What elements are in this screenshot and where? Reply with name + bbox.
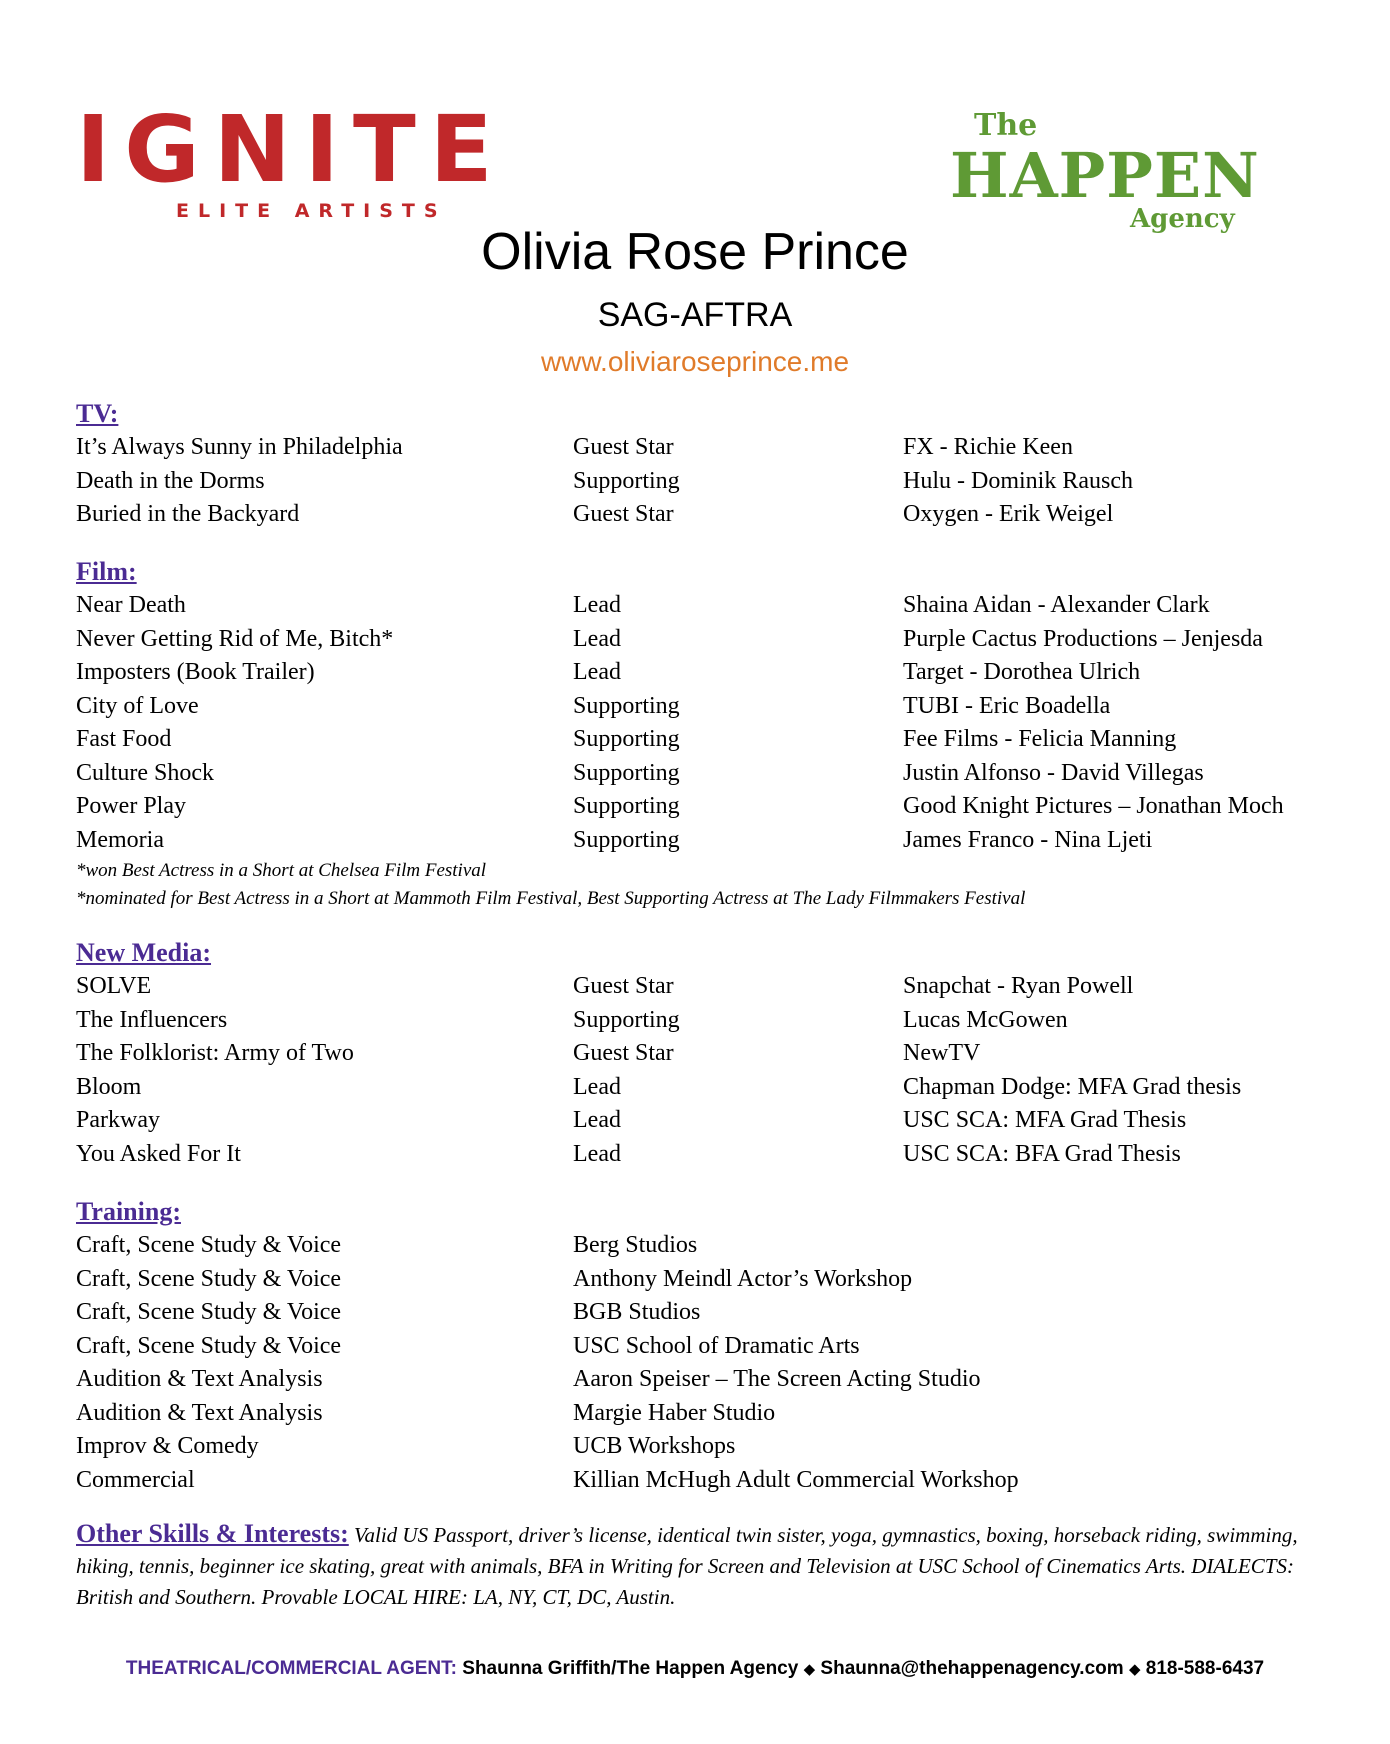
project-title: Parkway: [76, 1107, 160, 1133]
training-row: [76, 1263, 1336, 1297]
credit-row: [76, 790, 1336, 824]
project-title: Death in the Dorms: [76, 467, 265, 494]
production-director: TUBI - Eric Boadella: [903, 692, 1111, 719]
training-school: BGB Studios: [573, 1299, 701, 1325]
platform-director: USC SCA: MFA Grad Thesis: [903, 1107, 1187, 1133]
ignite-logo-wordmark: IGNITE: [76, 96, 507, 203]
agent-label: THEATRICAL/COMMERCIAL AGENT:: [125, 1658, 457, 1679]
happen-agency-logo: [950, 108, 1270, 240]
training-skill: Audition & Text Analysis: [76, 1366, 323, 1392]
diamond-separator-icon: ◆: [803, 1660, 816, 1678]
happen-logo-the: The: [974, 108, 1038, 143]
credit-row: [76, 656, 1336, 690]
credit-row: [76, 1037, 1336, 1071]
training-school: Margie Haber Studio: [573, 1399, 776, 1426]
training-row: [76, 1397, 1336, 1431]
production-director: Justin Alfonso - David Villegas: [903, 759, 1204, 786]
project-title: SOLVE: [76, 973, 152, 999]
credit-row: [76, 824, 1336, 858]
credit-row: [76, 498, 1336, 532]
diamond-separator-icon: ◆: [1128, 1660, 1141, 1678]
happen-logo-wordmark: HAPPEN: [950, 139, 1260, 212]
production-director: Purple Cactus Productions – Jenjesda: [903, 625, 1263, 652]
ignite-logo-subtitle: ELITE ARTISTS: [176, 200, 447, 222]
training-school: Anthony Meindl Actor’s Workshop: [573, 1265, 913, 1292]
training-school: Berg Studios: [573, 1232, 698, 1258]
training-skill: Audition & Text Analysis: [76, 1399, 323, 1426]
role: Supporting: [573, 826, 680, 853]
training-row: [76, 1296, 1336, 1330]
project-title: Imposters (Book Trailer): [76, 659, 315, 685]
role: Supporting: [573, 692, 680, 719]
project-title: Culture Shock: [76, 759, 214, 786]
training-row: [76, 1363, 1336, 1397]
platform-director: USC SCA: BFA Grad Thesis: [903, 1140, 1181, 1167]
film-nomination-note: *nominated for Best Actress in a Short at Mammoth Film Festival, Best Supporting Actress at The Lady Filmmakers Festival: [76, 888, 1026, 909]
credit-row: [76, 1071, 1336, 1105]
project-title: Power Play: [76, 793, 186, 819]
training-row: [76, 1229, 1336, 1263]
credit-row: [76, 465, 1336, 499]
film-heading: Film:: [76, 557, 137, 586]
skills-text: Valid US Passport, driver’s license, identical twin sister, yoga, gymnastics, boxing, horseback riding, swimming, hiking, tennis, beginner ice skating, great with animals, BFA in Writing for Screen and Television at USC School of Cinematics Arts. DIALECTS: British and Southern. Provable LOCAL HIRE: LA, NY, CT, DC, Austin.: [76, 1523, 1298, 1609]
role: Supporting: [573, 726, 680, 752]
agent-email[interactable]: Shaunna@thehappenagency.com: [820, 1658, 1124, 1679]
credit-row: [76, 623, 1336, 657]
training-school: Killian McHugh Adult Commercial Workshop: [573, 1466, 1019, 1493]
credit-row: [76, 723, 1336, 757]
training-skill: Craft, Scene Study & Voice: [76, 1232, 342, 1258]
training-skill: Commercial: [76, 1466, 195, 1493]
training-school: Aaron Speiser – The Screen Acting Studio: [573, 1366, 981, 1392]
role: Lead: [573, 625, 621, 652]
credit-row: [76, 757, 1336, 791]
training-row: [76, 1464, 1336, 1498]
network-director: Oxygen - Erik Weigel: [903, 501, 1114, 527]
project-title: Memoria: [76, 826, 164, 853]
project-title: The Influencers: [76, 1006, 228, 1033]
role: Guest Star: [573, 501, 674, 527]
network-director: Hulu - Dominik Rausch: [903, 467, 1133, 494]
project-title: You Asked For It: [76, 1140, 241, 1167]
film-award-note: *won Best Actress in a Short at Chelsea Film Festival: [76, 860, 487, 881]
film-section: [76, 555, 1336, 913]
role: Supporting: [573, 1006, 680, 1033]
training-row: [76, 1430, 1336, 1464]
training-skill: Craft, Scene Study & Voice: [76, 1299, 342, 1325]
credit-row: [76, 1004, 1336, 1038]
credit-row: [76, 1104, 1336, 1138]
training-heading: Training:: [76, 1197, 181, 1226]
website-link[interactable]: www.oliviaroseprince.me: [540, 346, 850, 377]
training-section: [76, 1195, 1336, 1497]
production-director: James Franco - Nina Ljeti: [903, 826, 1153, 853]
role: Guest Star: [573, 973, 674, 999]
new-media-section: [76, 936, 1336, 1171]
production-director: Target - Dorothea Ulrich: [903, 659, 1141, 685]
agent-phone[interactable]: 818-588-6437: [1145, 1658, 1265, 1679]
project-title: Never Getting Rid of Me, Bitch*: [76, 625, 394, 652]
training-school: UCB Workshops: [573, 1433, 736, 1459]
training-skill: Improv & Comedy: [76, 1433, 259, 1459]
role: Lead: [573, 1140, 621, 1167]
project-title: Buried in the Backyard: [76, 501, 300, 527]
credit-row: [76, 431, 1336, 465]
training-row: [76, 1330, 1336, 1364]
platform-director: Lucas McGowen: [903, 1006, 1068, 1033]
training-skill: Craft, Scene Study & Voice: [76, 1332, 342, 1359]
role: Guest Star: [573, 1040, 674, 1066]
role: Lead: [573, 1107, 621, 1133]
network-director: FX - Richie Keen: [903, 434, 1073, 460]
credit-row: [76, 690, 1336, 724]
platform-director: Chapman Dodge: MFA Grad thesis: [903, 1073, 1242, 1100]
role: Lead: [573, 592, 621, 618]
union-affiliation: SAG-AFTRA: [597, 296, 793, 334]
platform-director: NewTV: [903, 1040, 981, 1066]
project-title: It’s Always Sunny in Philadelphia: [76, 434, 403, 460]
project-title: Near Death: [76, 592, 186, 618]
role: Supporting: [573, 793, 680, 819]
training-skill: Craft, Scene Study & Voice: [76, 1265, 342, 1292]
project-title: City of Love: [76, 692, 199, 719]
skills-section: [76, 1518, 1336, 1613]
tv-heading: TV:: [76, 399, 119, 428]
project-title: Fast Food: [76, 726, 172, 752]
production-director: Good Knight Pictures – Jonathan Moch: [903, 793, 1284, 819]
new-media-heading: New Media:: [76, 938, 212, 967]
skills-heading: Other Skills & Interests:: [76, 1519, 349, 1548]
project-title: Bloom: [76, 1073, 142, 1100]
role: Guest Star: [573, 434, 674, 460]
actor-name: Olivia Rose Prince: [481, 223, 909, 281]
project-title: The Folklorist: Army of Two: [76, 1040, 354, 1066]
production-director: Fee Films - Felicia Manning: [903, 726, 1177, 752]
role: Supporting: [573, 759, 680, 786]
ignite-logo: [76, 96, 524, 222]
production-director: Shaina Aidan - Alexander Clark: [903, 592, 1210, 618]
role: Lead: [573, 1073, 621, 1100]
credit-row: [76, 970, 1336, 1004]
training-school: USC School of Dramatic Arts: [573, 1332, 860, 1359]
agent-name: Shaunna Griffith/The Happen Agency: [462, 1658, 799, 1679]
platform-director: Snapchat - Ryan Powell: [903, 973, 1134, 999]
role: Lead: [573, 659, 621, 685]
role: Supporting: [573, 467, 680, 494]
credit-row: [76, 589, 1336, 623]
credit-row: [76, 1138, 1336, 1172]
happen-logo-agency: Agency: [1130, 204, 1235, 234]
agent-contact: [0, 1658, 1390, 1680]
tv-section: [76, 397, 1336, 532]
